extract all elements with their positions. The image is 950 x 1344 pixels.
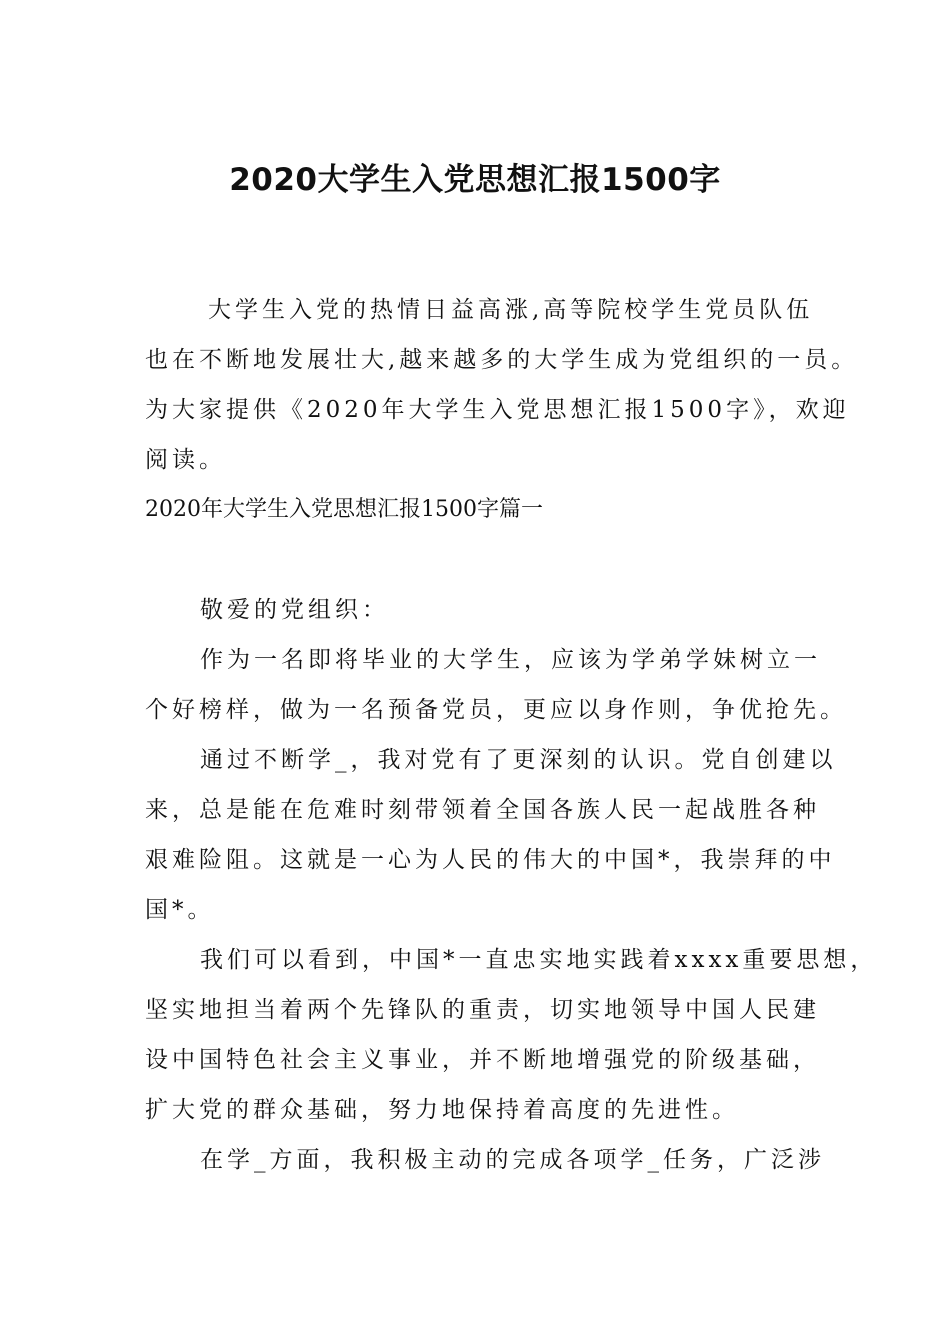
intro-line-2: 也在不断地发展壮大,越来越多的大学生成为党组织的一员。 xyxy=(145,347,859,373)
document-title: 2020大学生入党思想汇报1500字 xyxy=(229,162,721,198)
section-heading: 2020年大学生入党思想汇报1500字篇一 xyxy=(145,497,543,522)
paragraph-1-line-1: 作为一名即将毕业的大学生，应该为学弟学妹树立一 xyxy=(200,647,821,673)
intro-line-3: 为大家提供《2020年大学生入党思想汇报1500字》，欢迎 xyxy=(145,397,850,423)
paragraph-1-line-2: 个好榜样，做为一名预备党员，更应以身作则，争优抢先。 xyxy=(145,697,847,723)
salutation: 敬爱的党组织： xyxy=(200,597,389,623)
paragraph-3-line-1: 我们可以看到，中国*一直忠实地实践着xxxx重要思想， xyxy=(200,947,878,973)
paragraph-3-line-4: 扩大党的群众基础，努力地保持着高度的先进性。 xyxy=(145,1097,739,1123)
paragraph-3-line-3: 设中国特色社会主义事业，并不断地增强党的阶级基础， xyxy=(145,1047,820,1073)
paragraph-2-line-2: 来，总是能在危难时刻带领着全国各族人民一起战胜各种 xyxy=(145,797,820,823)
paragraph-2-line-4: 国*。 xyxy=(145,897,215,923)
paragraph-3-line-2: 坚实地担当着两个先锋队的重责，切实地领导中国人民建 xyxy=(145,997,820,1023)
intro-line-4: 阅读。 xyxy=(145,447,226,473)
paragraph-4-line-1: 在学_方面，我积极主动的完成各项学_任务，广泛涉 xyxy=(200,1147,825,1173)
intro-line-1: 大学生入党的热情日益高涨,高等院校学生党员队伍 xyxy=(208,297,814,323)
paragraph-2-line-1: 通过不断学_，我对党有了更深刻的认识。党自创建以 xyxy=(200,747,837,773)
paragraph-2-line-3: 艰难险阻。这就是一心为人民的伟大的中国*，我崇拜的中 xyxy=(145,847,836,873)
